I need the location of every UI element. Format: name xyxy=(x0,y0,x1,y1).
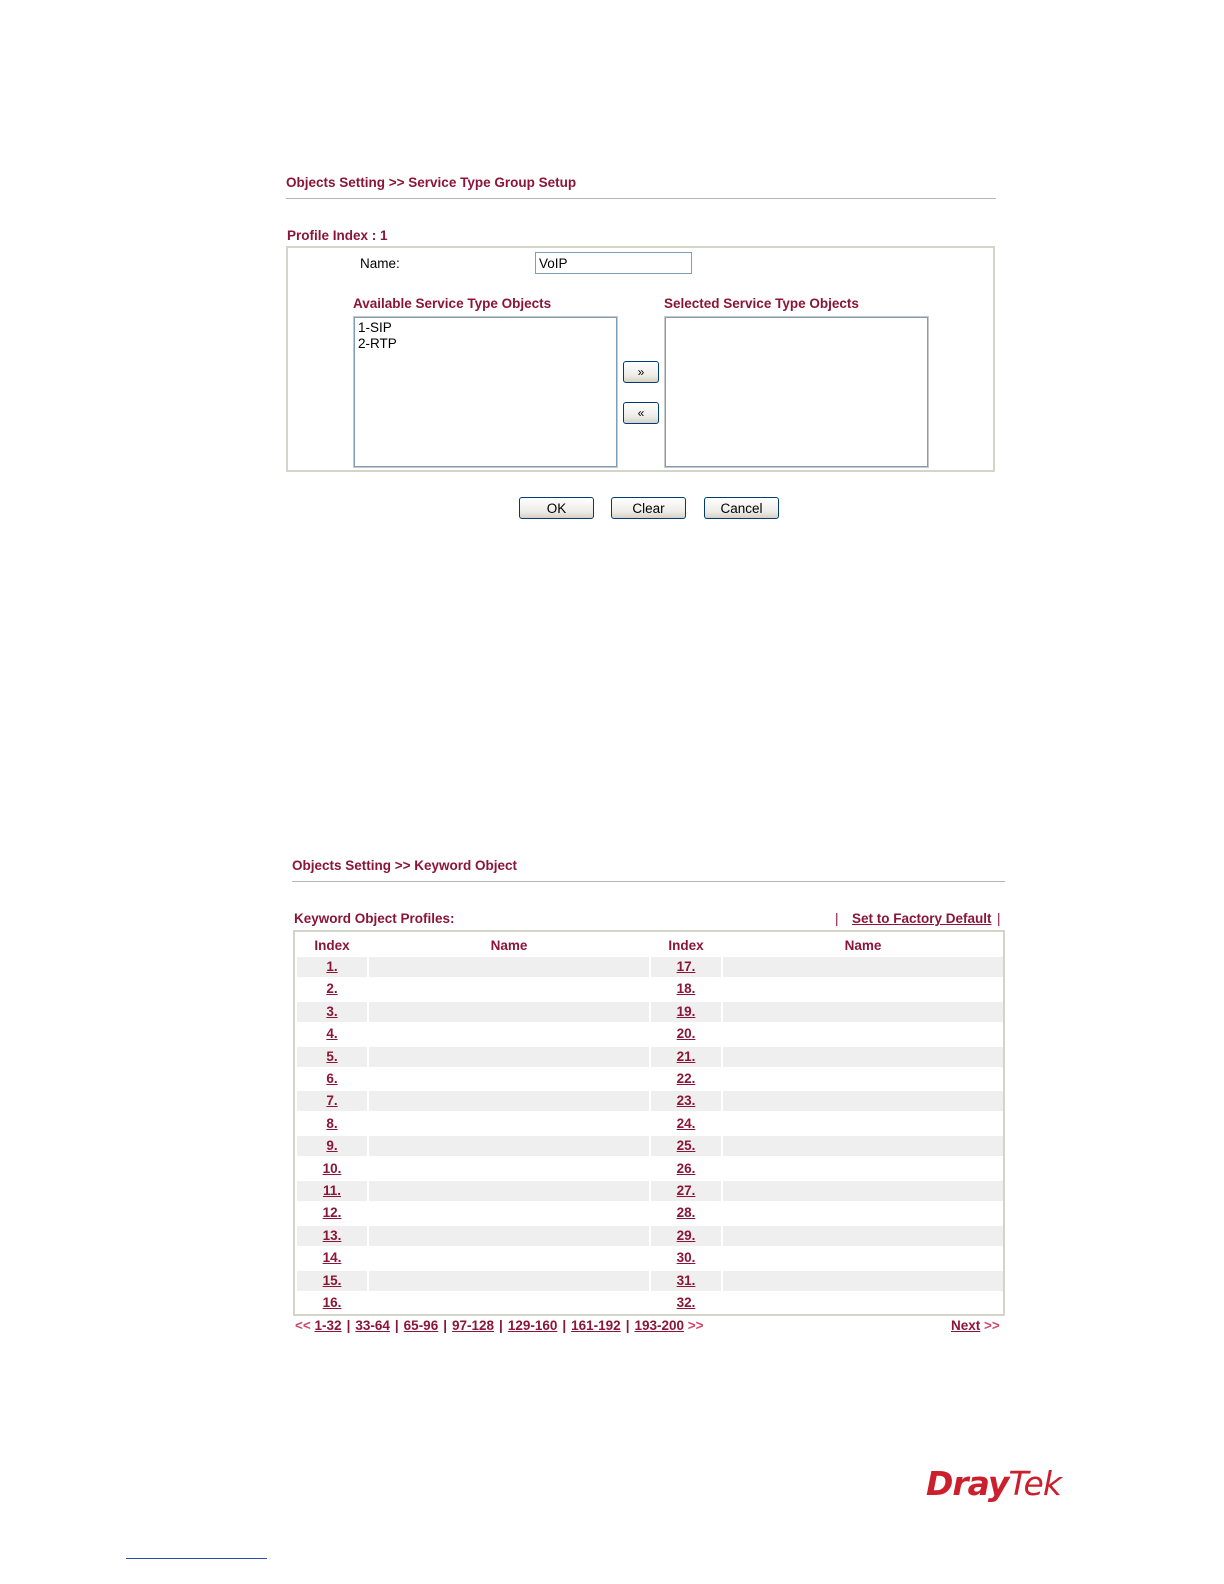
available-objects-list[interactable] xyxy=(354,317,617,467)
table-cell xyxy=(723,1024,1003,1044)
table-cell xyxy=(369,979,649,999)
profile-index-link[interactable]: 11. xyxy=(322,1183,342,1198)
table-row xyxy=(297,1248,1001,1268)
table-cell xyxy=(369,1181,649,1201)
profile-index-link[interactable]: 27. xyxy=(676,1183,696,1198)
next-link[interactable]: Next xyxy=(951,1318,981,1333)
table-cell xyxy=(369,1203,649,1223)
pagination xyxy=(295,1318,704,1333)
table-cell xyxy=(723,1293,1003,1313)
available-object-option[interactable]: 1-SIP xyxy=(358,320,392,335)
page-separator: | xyxy=(562,1318,567,1333)
page-range-link[interactable]: 65-96 xyxy=(403,1318,439,1333)
cancel-button[interactable]: Cancel xyxy=(704,497,779,519)
table-row xyxy=(297,1159,1001,1179)
profile-index-link[interactable]: 12. xyxy=(322,1205,342,1221)
page-separator: | xyxy=(394,1318,399,1333)
page-separator: | xyxy=(346,1318,351,1333)
page-separator: | xyxy=(443,1318,447,1333)
pager-next xyxy=(951,1318,1000,1333)
profile-index-link[interactable]: 17. xyxy=(676,959,696,974)
table-row xyxy=(297,1069,1001,1089)
profile-index-link[interactable]: 4. xyxy=(326,1026,338,1042)
table-cell xyxy=(723,979,1003,999)
table-cell xyxy=(723,1159,1003,1179)
table-cell xyxy=(723,957,1003,977)
profile-index-link[interactable]: 1. xyxy=(326,959,338,974)
profile-index-link[interactable]: 29. xyxy=(676,1227,696,1243)
table-cell xyxy=(369,1114,649,1134)
profile-index-link[interactable]: 3. xyxy=(326,1003,338,1019)
header-name-2: Name xyxy=(844,938,882,953)
table-cell xyxy=(369,1047,649,1067)
page-range-link[interactable]: 1-32 xyxy=(314,1318,342,1333)
profile-index-label: Profile Index : 1 xyxy=(287,228,388,243)
profile-index-link[interactable]: 2. xyxy=(326,981,338,997)
name-label: Name: xyxy=(360,256,400,271)
header-index-1: Index xyxy=(314,938,350,953)
table-cell xyxy=(723,1271,1003,1291)
available-object-option[interactable]: 2-RTP xyxy=(358,336,397,351)
keyword-breadcrumb: Objects Setting >> Keyword Object xyxy=(292,858,518,873)
available-objects-label: Available Service Type Objects xyxy=(353,296,552,311)
profile-index-link[interactable]: 14. xyxy=(322,1250,342,1266)
profile-index-link[interactable]: 20. xyxy=(676,1026,696,1042)
page-range-link[interactable]: 33-64 xyxy=(355,1318,390,1333)
table-cell xyxy=(723,1091,1003,1111)
logo-tek: Tek xyxy=(1008,1464,1061,1503)
table-cell xyxy=(369,957,649,977)
table-cell xyxy=(369,1271,649,1291)
table-cell xyxy=(723,1226,1003,1246)
table-cell xyxy=(723,1181,1003,1201)
ok-button[interactable]: OK xyxy=(519,497,594,519)
table-cell xyxy=(723,1114,1003,1134)
page-range-link[interactable]: 161-192 xyxy=(571,1318,621,1333)
table-cell xyxy=(369,1091,649,1111)
profile-index-link[interactable]: 32. xyxy=(676,1295,696,1310)
profile-index-link[interactable]: 22. xyxy=(676,1071,696,1086)
clear-button[interactable]: Clear xyxy=(611,497,686,519)
page-separator: | xyxy=(499,1318,503,1333)
profile-index-link[interactable]: 31. xyxy=(676,1272,696,1288)
table-row xyxy=(297,1114,1001,1134)
profile-index-link[interactable]: 9. xyxy=(326,1138,338,1154)
profile-index-link[interactable]: 15. xyxy=(322,1272,342,1288)
profile-index-link[interactable]: 25. xyxy=(676,1138,696,1154)
add-to-selected-button[interactable]: » xyxy=(623,361,659,383)
table-cell xyxy=(369,1248,649,1268)
table-row xyxy=(297,1136,1001,1156)
table-cell xyxy=(369,1002,649,1022)
factory-default-separator: | xyxy=(997,911,1001,926)
pager-prev-arrow: << xyxy=(295,1318,311,1333)
keyword-profiles-table xyxy=(293,930,1005,1316)
profile-index-link[interactable]: 5. xyxy=(326,1048,338,1064)
profile-index-link[interactable]: 30. xyxy=(676,1250,696,1266)
table-row xyxy=(297,957,1001,977)
set-factory-default-link[interactable]: Set to Factory Default xyxy=(852,911,992,926)
pager-next-arrow: >> xyxy=(687,1318,704,1333)
profile-index-link[interactable]: 10. xyxy=(322,1160,342,1176)
remove-from-selected-button[interactable]: « xyxy=(623,402,659,424)
table-row xyxy=(297,979,1001,999)
pager-next-right-arrow: >> xyxy=(984,1318,1000,1333)
table-cell xyxy=(369,1136,649,1156)
profile-index-link[interactable]: 6. xyxy=(326,1071,338,1086)
table-row xyxy=(297,1002,1001,1022)
page-separator: | xyxy=(625,1318,630,1333)
table-cell xyxy=(369,1024,649,1044)
profile-index-link[interactable]: 28. xyxy=(676,1205,696,1221)
profile-index-link[interactable]: 7. xyxy=(326,1093,338,1109)
selected-objects-label: Selected Service Type Objects xyxy=(664,296,859,311)
table-cell xyxy=(723,1248,1003,1268)
profile-index-link[interactable]: 13. xyxy=(322,1227,342,1243)
draytek-logo xyxy=(926,1464,1061,1503)
name-input[interactable] xyxy=(535,252,692,274)
table-cell xyxy=(369,1069,649,1089)
table-row xyxy=(297,1271,1001,1291)
logo-dray: Dray xyxy=(926,1464,1009,1503)
breadcrumb-divider xyxy=(286,198,996,199)
table-row xyxy=(297,1293,1001,1313)
service-group-breadcrumb: Objects Setting >> Service Type Group Setup xyxy=(286,175,577,190)
table-cell xyxy=(723,1136,1003,1156)
profile-index-link[interactable]: 16. xyxy=(322,1295,342,1310)
header-index-2: Index xyxy=(668,938,704,953)
table-cell xyxy=(723,1069,1003,1089)
table-row xyxy=(297,1226,1001,1246)
footer-link-line xyxy=(126,1558,267,1559)
keyword-breadcrumb-divider xyxy=(292,881,1005,882)
page-range-link[interactable]: 129-160 xyxy=(507,1318,558,1333)
table-row xyxy=(297,1024,1001,1044)
page-range-link[interactable]: 97-128 xyxy=(451,1318,495,1333)
table-cell xyxy=(723,1047,1003,1067)
table-cell xyxy=(723,1002,1003,1022)
profile-index-link[interactable]: 23. xyxy=(676,1093,696,1109)
profile-index-link[interactable]: 21. xyxy=(676,1048,696,1064)
profile-index-link[interactable]: 8. xyxy=(326,1115,338,1131)
table-row xyxy=(297,1047,1001,1067)
profile-index-link[interactable]: 26. xyxy=(676,1160,696,1176)
table-cell xyxy=(723,1203,1003,1223)
page-range-link[interactable]: 193-200 xyxy=(634,1318,685,1333)
table-cell xyxy=(369,1159,649,1179)
header-name-1: Name xyxy=(490,938,528,953)
profile-index-link[interactable]: 19. xyxy=(676,1003,696,1019)
profile-index-link[interactable]: 24. xyxy=(676,1115,696,1131)
factory-default-separator: | xyxy=(835,911,839,926)
keyword-profiles-label: Keyword Object Profiles: xyxy=(294,911,455,926)
selected-objects-list[interactable] xyxy=(665,317,928,467)
table-row xyxy=(297,1181,1001,1201)
table-row xyxy=(297,1203,1001,1223)
profile-index-link[interactable]: 18. xyxy=(676,981,696,997)
table-cell xyxy=(369,1226,649,1246)
table-row xyxy=(297,1091,1001,1111)
table-cell xyxy=(369,1293,649,1313)
